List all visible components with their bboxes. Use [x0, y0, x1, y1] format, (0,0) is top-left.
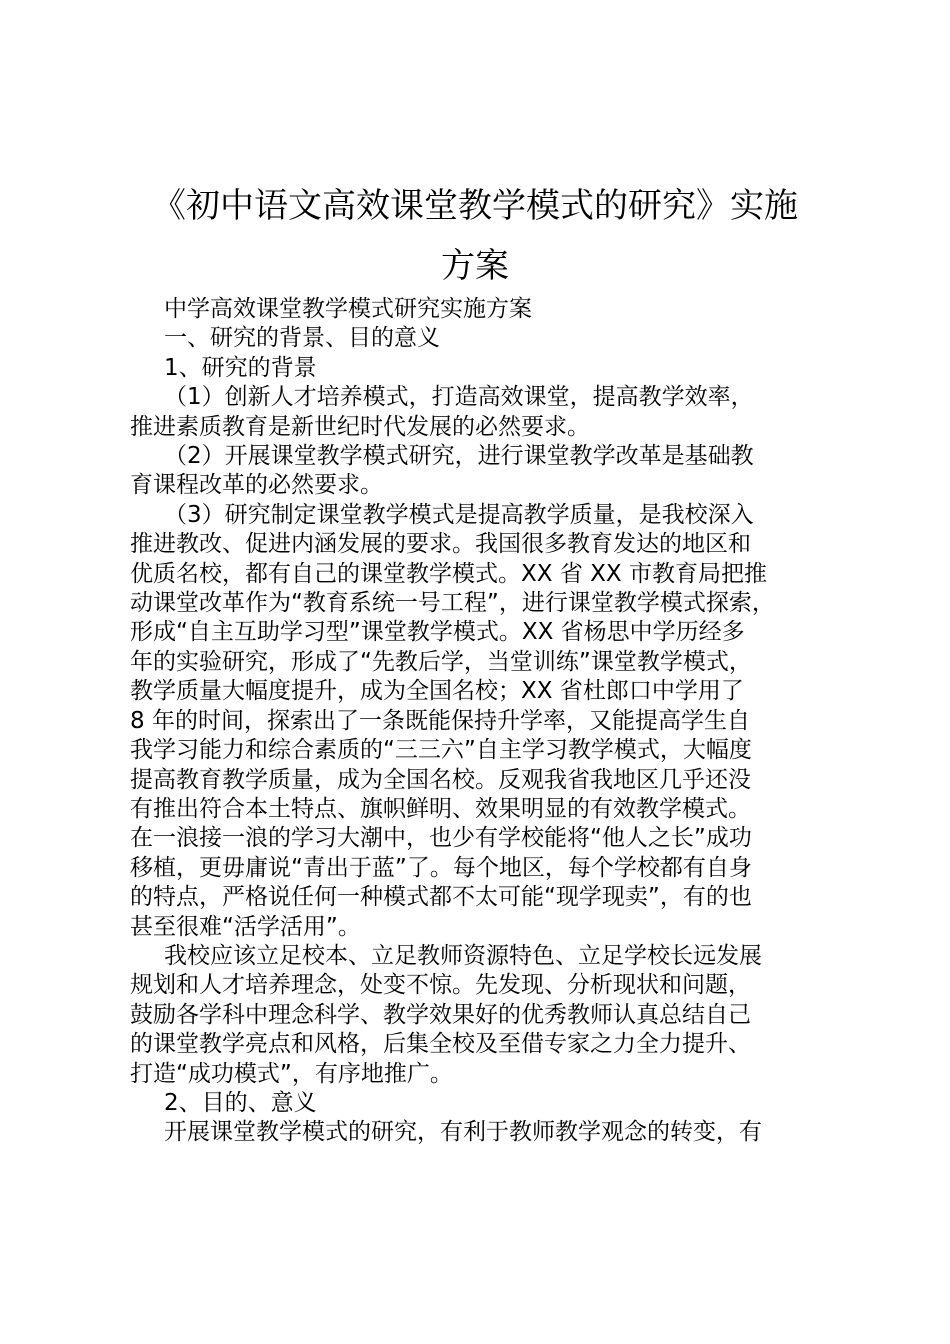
paragraph-line: 教学质量大幅度提升，成为全国名校；XX 省杜郎口中学用了: [130, 678, 744, 705]
paragraph-3: [130, 501, 830, 942]
paragraph-line: 打造“成功模式”，有序地推广。: [130, 1060, 453, 1087]
paragraph-1: [130, 383, 830, 442]
paragraph-line: 育课程改革的必然要求。: [130, 472, 383, 499]
document-title-line-1: 《初中语文高效课堂教学模式的研究》实施: [152, 186, 798, 226]
paragraph-4: [130, 942, 830, 1089]
subtitle: 中学高效课堂教学模式研究实施方案: [164, 296, 532, 322]
paragraph-line: 有推出符合本土特点、旗帜鲜明、效果明显的有效教学模式。: [130, 795, 751, 822]
paragraph-2: [130, 442, 830, 501]
document-title-line-2: 方案: [441, 246, 509, 286]
paragraph-line: 的课堂教学亮点和风格，后集全校及至借专家之力全力提升、: [130, 1031, 751, 1058]
paragraph-line: 提高教育教学质量，成为全国名校。反观我省我地区几乎还没: [130, 766, 751, 793]
paragraph-line: 形成“自主互助学习型”课堂教学模式。XX 省杨思中学历经多: [130, 619, 745, 646]
subsection-1-heading: 1、研究的背景: [164, 354, 317, 381]
paragraph-5: [130, 1118, 830, 1147]
paragraph-line: 推进教改、促进内涵发展的要求。我国很多教育发达的地区和: [130, 531, 751, 558]
document-body: [130, 295, 830, 1148]
paragraph-line: 动课堂改革作为“教育系统一号工程”，进行课堂教学模式探索，: [130, 590, 775, 617]
paragraph-line: 8 年的时间，探索出了一条既能保持升学率，又能提高学生自: [130, 707, 750, 734]
paragraph-line: （1）创新人才培养模式，打造高效课堂，提高教学效率，: [164, 384, 754, 411]
paragraph-line: （3）研究制定课堂教学模式是提高教学质量，是我校深入: [164, 501, 754, 528]
paragraph-line: 规划和人才培养理念，处变不惊。先发现、分析现状和问题，: [130, 972, 751, 999]
subsection-2-heading: 2、目的、意义: [164, 1089, 317, 1116]
paragraph-line: 我校应该立足校本、立足教师资源特色、立足学校长远发展: [164, 942, 762, 969]
paragraph-line: 的特点，严格说任何一种模式都不太可能“现学现卖”，有的也: [130, 884, 752, 911]
paragraph-line: 开展课堂教学模式的研究，有利于教师教学观念的转变，有: [164, 1119, 762, 1146]
paragraph-line: 鼓励各学科中理念科学、教学效果好的优秀教师认真总结自己: [130, 1001, 751, 1028]
paragraph-line: 优质名校，都有自己的课堂教学模式。XX 省 XX 市教育局把推: [130, 560, 767, 587]
paragraph-line: 我学习能力和综合素质的“三三六”自主学习教学模式，大幅度: [130, 737, 752, 764]
paragraph-line: 移植，更毋庸说“青出于蓝”了。每个地区，每个学校都有自身: [130, 854, 752, 881]
paragraph-line: 推进素质教育是新世纪时代发展的必然要求。: [130, 413, 590, 440]
paragraph-line: （2）开展课堂教学模式研究，进行课堂教学改革是基础教: [164, 443, 754, 470]
paragraph-line: 在一浪接一浪的学习大潮中，也少有学校能将“他人之长”成功: [130, 825, 752, 852]
paragraph-line: 年的实验研究，形成了“先教后学，当堂训练”课堂教学模式，: [130, 648, 752, 675]
paragraph-line: 甚至很难“活学活用”。: [130, 913, 361, 940]
section-1-heading: 一、研究的背景、目的意义: [164, 325, 440, 352]
